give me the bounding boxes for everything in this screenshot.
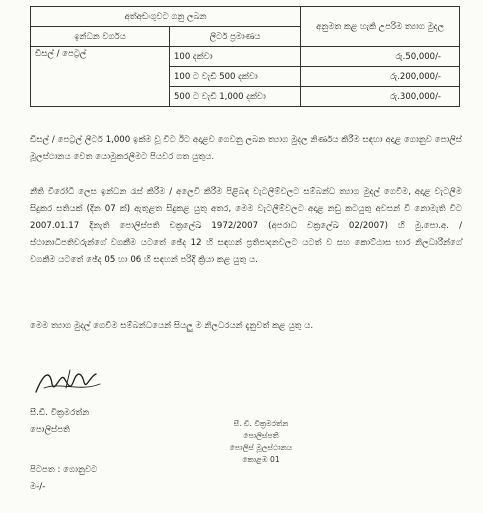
paragraph-1: ඩීසල් / පෙට්‍රල් ලීටර් 1,000 ඉක්ම වූ විට ඊට අදාළව ගෙවනු ලබන ත්‍යාග මුදල නිර්ණය කිරීම සඳහා අදාළ ගොනුව පොලිස් මූලස්ථානය වෙත යොමුකරලීමට පියවර ගත යුතුය. bbox=[30, 135, 462, 162]
stamp-line: කොළඹ 01 bbox=[242, 455, 280, 464]
reference-mark: ම-/- bbox=[30, 482, 46, 492]
copy-label: පිටපත : ගොනුවට bbox=[30, 465, 98, 475]
col-liters: ලීටර් ප්‍රමාණය bbox=[170, 27, 301, 47]
liters-cell: 100 දක්වා bbox=[170, 47, 301, 67]
stamp-line: පොලිස් මූලස්ථානය bbox=[229, 443, 293, 452]
handwritten-signature bbox=[30, 362, 130, 402]
signatory bbox=[30, 405, 89, 439]
amount-cell: රු.200,000/- bbox=[301, 67, 460, 87]
table-row bbox=[31, 47, 460, 67]
reward-table bbox=[30, 6, 460, 107]
amount-cell: රු.300,000/- bbox=[301, 87, 460, 107]
table-header-main: අත්අඩංගුවට ගනු ලබන bbox=[31, 7, 301, 27]
fuel-type-cell: ඩීසල් / පෙට්‍රල් bbox=[31, 47, 170, 107]
official-stamp bbox=[206, 418, 316, 466]
amount-cell: රු.50,000/- bbox=[301, 47, 460, 67]
footer bbox=[30, 462, 97, 496]
liters-cell: 100 ට වැඩි 500 දක්වා bbox=[170, 67, 301, 87]
paragraph-2: නීති විරෝධී ලෙස ඉන්ධන රැස් කිරීම / අලෙවි කිරීම පිළිබඳ වැටලීම්වලට සම්බන්ධ ත්‍යාග මුදල් ගෙවීම, අදාළ වැටලීම සිදුකර සතියක් (දින 07 ක්) ඇතුළත සිදුකළ යුතු අතර, මෙම වැටලීම්වලට අදාළ නඩු කටයුතු අවසන් වී නොමැති විට 2007.01.17 දිනැති පොලිස්පති චක්‍රලේඛ 1972/2007 (අපරාධ චක්‍රලේඛ 02/2007) හි මු.පො.අ. / ස්ථානාධිපතිවරුන්ගේ වගකීම යටතේ ඡේද 12 හි සඳහන් ප්‍රතිපාදනවලට යටත් ව සහ කොට්ඨාස භාර නිලධාරීන්ගේ වගකීම යටතේ ඡේද 05 හා 06 හි සඳහන් පරිදි ක්‍රියා කළ යුතු ය. bbox=[30, 187, 462, 265]
col-fuel-type: ඉන්ධන වර්ගය bbox=[31, 27, 170, 47]
signatory-name: සී.ඩී. වික්‍රමරත්න bbox=[30, 408, 90, 418]
table-header-amount: අනුමත කළ හැකි උපරිම ත්‍යාග මුදල bbox=[301, 7, 460, 47]
liters-cell: 500 ට වැඩි 1,000 දක්වා bbox=[170, 87, 301, 107]
stamp-line: සී. ඩී. වික්‍රමරත්න bbox=[233, 419, 289, 428]
signatory-title: පොලිස්පති bbox=[30, 425, 71, 435]
stamp-line: පොලිස්පති bbox=[243, 431, 279, 440]
paragraph-3: මෙම ත්‍යාග මුදල් ගෙවීම සම්බන්ධයෙන් සියලු ම නිලධරයන් දැනුවත් කළ යුතු ය. bbox=[30, 321, 314, 331]
